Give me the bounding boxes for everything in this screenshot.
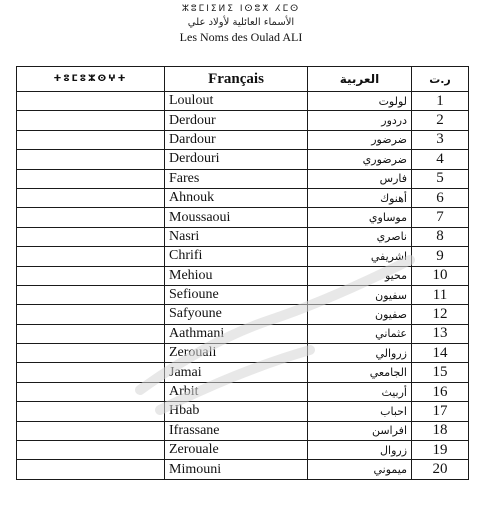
table-row [17,421,469,440]
tifinagh-cell [17,266,165,285]
french-name-cell: Loulout [165,92,308,111]
row-number-cell: 11 [412,285,469,304]
tifinagh-cell [17,402,165,421]
arabic-column-header: العربية [308,67,412,92]
row-number-cell: 1 [412,92,469,111]
arabic-name-cell: أربيث [308,382,412,401]
row-number-cell: 13 [412,324,469,343]
french-name-cell: Nasri [165,227,308,246]
tifinagh-cell [17,324,165,343]
table-row [17,266,469,285]
table-row [17,130,469,149]
arabic-name-cell: فارس [308,169,412,188]
row-number-cell: 4 [412,150,469,169]
row-number-cell: 8 [412,227,469,246]
table-row [17,305,469,324]
table-row [17,188,469,207]
french-title: Les Noms des Oulad ALI [179,30,303,44]
french-name-cell: Hbab [165,402,308,421]
table-row [17,208,469,227]
table-row [17,92,469,111]
french-name-cell: Mehiou [165,266,308,285]
french-name-cell: Aathmani [165,324,308,343]
arabic-name-cell: لولوت [308,92,412,111]
tifinagh-cell [17,382,165,401]
tifinagh-column-header: ⵜⵓⵎⵓⵣⵙⵖⵜ [17,67,165,92]
tifinagh-title: ⵣⵓⵎⵏⵉⵍⵉ ⵏⵙⵓⵅ ⵃⵎⵙ [181,4,301,14]
table-row [17,111,469,130]
row-number-cell: 14 [412,344,469,363]
row-number-cell: 19 [412,441,469,460]
arabic-name-cell: صفيون [308,305,412,324]
tifinagh-cell [17,247,165,266]
row-number-cell: 7 [412,208,469,227]
arabic-name-cell: ناصري [308,227,412,246]
french-name-cell: Zerouale [165,441,308,460]
tifinagh-cell [17,305,165,324]
arabic-name-cell: سفيون [308,285,412,304]
arabic-title: الأسماء العائلية لأولاد علي [187,17,295,28]
table-row [17,150,469,169]
arabic-name-cell: ضرضور [308,130,412,149]
arabic-name-cell: محيو [308,266,412,285]
document-header [0,2,482,44]
row-number-cell: 16 [412,382,469,401]
arabic-name-cell: اشريفي [308,247,412,266]
arabic-name-cell: دردور [308,111,412,130]
table-row [17,227,469,246]
number-column-header: ر.ت [412,67,469,92]
row-number-cell: 18 [412,421,469,440]
french-name-cell: Ahnouk [165,188,308,207]
row-number-cell: 15 [412,363,469,382]
tifinagh-cell [17,421,165,440]
arabic-name-cell: عثماني [308,324,412,343]
french-name-cell: Ifrassane [165,421,308,440]
tifinagh-cell [17,111,165,130]
french-name-cell: Chrifi [165,247,308,266]
table-row [17,382,469,401]
arabic-name-cell: أهنوك [308,188,412,207]
tifinagh-cell [17,150,165,169]
arabic-name-cell: الجامعي [308,363,412,382]
names-table [16,66,469,480]
table-body [17,92,469,480]
row-number-cell: 2 [412,111,469,130]
tifinagh-cell [17,285,165,304]
table-row [17,460,469,479]
table-row [17,285,469,304]
table-header-row [17,67,469,92]
table-row [17,324,469,343]
row-number-cell: 20 [412,460,469,479]
row-number-cell: 17 [412,402,469,421]
tifinagh-cell [17,130,165,149]
arabic-name-cell: احباب [308,402,412,421]
tifinagh-cell [17,460,165,479]
french-name-cell: Moussaoui [165,208,308,227]
arabic-name-cell: زروالي [308,344,412,363]
tifinagh-cell [17,227,165,246]
tifinagh-cell [17,441,165,460]
arabic-name-cell: ميموني [308,460,412,479]
table-row [17,363,469,382]
tifinagh-cell [17,92,165,111]
table-row [17,247,469,266]
french-name-cell: Sefioune [165,285,308,304]
arabic-name-cell: افراسن [308,421,412,440]
french-name-cell: Fares [165,169,308,188]
tifinagh-cell [17,344,165,363]
table-row [17,169,469,188]
tifinagh-cell [17,188,165,207]
arabic-name-cell: موساوي [308,208,412,227]
tifinagh-cell [17,169,165,188]
row-number-cell: 10 [412,266,469,285]
row-number-cell: 3 [412,130,469,149]
french-name-cell: Mimouni [165,460,308,479]
row-number-cell: 9 [412,247,469,266]
arabic-name-cell: ضرضوري [308,150,412,169]
tifinagh-cell [17,208,165,227]
row-number-cell: 6 [412,188,469,207]
row-number-cell: 5 [412,169,469,188]
arabic-name-cell: زروال [308,441,412,460]
row-number-cell: 12 [412,305,469,324]
table-row [17,402,469,421]
french-name-cell: Zerouali [165,344,308,363]
table-row [17,344,469,363]
tifinagh-cell [17,363,165,382]
french-name-cell: Safyoune [165,305,308,324]
french-name-cell: Dardour [165,130,308,149]
table-row [17,441,469,460]
french-column-header: Français [165,67,308,92]
french-name-cell: Jamai [165,363,308,382]
french-name-cell: Derdour [165,111,308,130]
french-name-cell: Arbit [165,382,308,401]
french-name-cell: Derdouri [165,150,308,169]
